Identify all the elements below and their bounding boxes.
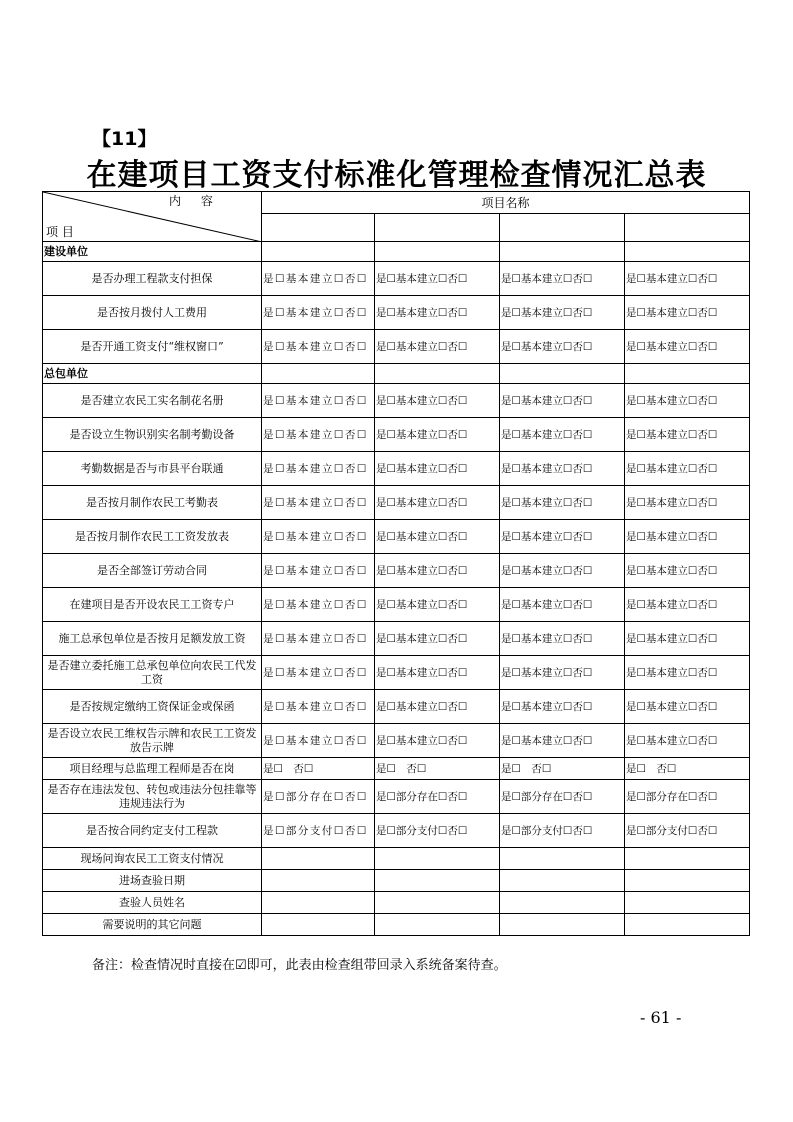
entry-cell[interactable] (262, 870, 375, 892)
section-title: 总包单位 (43, 364, 262, 384)
check-options[interactable]: 是☐基本建立☐否☐ (625, 262, 750, 296)
entry-cell[interactable] (375, 848, 500, 870)
blank-cell (500, 364, 625, 384)
check-options[interactable]: 是☐基本建立☐否☐ (375, 486, 500, 520)
check-options[interactable]: 是☐基本建立☐否☐ (625, 418, 750, 452)
row-label: 是否按合同约定支付工程款 (43, 814, 262, 848)
row-label: 进场查验日期 (43, 870, 262, 892)
check-options[interactable]: 是☐基本建立☐否☐ (625, 588, 750, 622)
entry-cell[interactable] (262, 914, 375, 936)
check-options[interactable]: 是☐基本建立☐否☐ (375, 418, 500, 452)
check-options[interactable]: 是☐基本建立☐否☐ (625, 622, 750, 656)
check-options[interactable]: 是☐基本建立☐否☐ (262, 452, 375, 486)
check-options[interactable]: 是☐基本建立☐否☐ (500, 520, 625, 554)
row-label: 考勤数据是否与市县平台联通 (43, 452, 262, 486)
check-options[interactable]: 是☐基本建立☐否☐ (625, 486, 750, 520)
blank-cell (625, 364, 750, 384)
row-label: 是否办理工程款支付担保 (43, 262, 262, 296)
entry-cell[interactable] (500, 892, 625, 914)
blank-cell (262, 364, 375, 384)
diagonal-line (43, 192, 262, 242)
entry-cell[interactable] (500, 914, 625, 936)
check-options[interactable]: 是☐部分支付☐否☐ (500, 814, 625, 848)
entry-cell[interactable] (375, 870, 500, 892)
row-label: 是否全部签订劳动合同 (43, 554, 262, 588)
check-options[interactable]: 是☐基本建立☐否☐ (500, 690, 625, 724)
table-row (43, 848, 750, 870)
table-row (43, 758, 750, 780)
check-options[interactable]: 是☐基本建立☐否☐ (262, 690, 375, 724)
check-options[interactable]: 是☐基本建立☐否☐ (262, 418, 375, 452)
header-item-label: 项 目 (46, 225, 74, 239)
check-options[interactable]: 是☐基本建立☐否☐ (625, 452, 750, 486)
check-options[interactable]: 是☐基本建立☐否☐ (262, 520, 375, 554)
check-options[interactable]: 是☐基本建立☐否☐ (500, 724, 625, 758)
check-options[interactable]: 是☐ 否☐ (500, 758, 625, 780)
table-row (43, 622, 750, 656)
check-options[interactable]: 是☐基本建立☐否☐ (375, 656, 500, 690)
check-options[interactable]: 是☐基本建立☐否☐ (262, 262, 375, 296)
project-name-cell[interactable] (262, 214, 375, 242)
row-label: 需要说明的其它问题 (43, 914, 262, 936)
check-options[interactable]: 是☐基本建立☐否☐ (375, 330, 500, 364)
check-options[interactable]: 是☐部分存在☐否☐ (625, 780, 750, 814)
check-options[interactable]: 是☐部分支付☐否☐ (262, 814, 375, 848)
check-options[interactable]: 是☐部分存在☐否☐ (262, 780, 375, 814)
check-options[interactable]: 是☐基本建立☐否☐ (375, 452, 500, 486)
check-options[interactable]: 是☐基本建立☐否☐ (262, 330, 375, 364)
row-label: 在建项目是否开设农民工工资专户 (43, 588, 262, 622)
check-options[interactable]: 是☐ 否☐ (262, 758, 375, 780)
table-row (43, 914, 750, 936)
footnote: 备注：检查情况时直接在☑即可，此表由检查组带回录入系统备案待查。 (92, 958, 507, 973)
entry-cell[interactable] (625, 914, 750, 936)
check-options[interactable]: 是☐基本建立☐否☐ (262, 486, 375, 520)
check-options[interactable]: 是☐部分存在☐否☐ (375, 780, 500, 814)
table-row (43, 330, 750, 364)
section-title: 建设单位 (43, 242, 262, 262)
entry-cell[interactable] (500, 870, 625, 892)
row-label: 是否设立生物识别实名制考勤设备 (43, 418, 262, 452)
check-options[interactable]: 是☐ 否☐ (625, 758, 750, 780)
check-options[interactable]: 是☐基本建立☐否☐ (375, 520, 500, 554)
section-row (43, 364, 750, 384)
project-name-cell[interactable] (500, 214, 625, 242)
header-diagonal-cell (43, 192, 262, 242)
check-options[interactable]: 是☐基本建立☐否☐ (500, 554, 625, 588)
entry-cell[interactable] (375, 892, 500, 914)
row-label: 是否存在违法发包、转包或违法分包挂靠等违规违法行为 (43, 780, 262, 814)
check-options[interactable]: 是☐基本建立☐否☐ (625, 724, 750, 758)
table-row (43, 418, 750, 452)
row-label: 是否按月制作农民工考勤表 (43, 486, 262, 520)
table-row (43, 384, 750, 418)
entry-cell[interactable] (625, 848, 750, 870)
check-options[interactable]: 是☐基本建立☐否☐ (375, 690, 500, 724)
check-options[interactable]: 是☐基本建立☐否☐ (500, 384, 625, 418)
table-row (43, 262, 750, 296)
row-label: 是否建立委托施工总承包单位向农民工代发工资 (43, 656, 262, 690)
check-options[interactable]: 是☐基本建立☐否☐ (500, 262, 625, 296)
check-options[interactable]: 是☐基本建立☐否☐ (375, 724, 500, 758)
blank-cell (625, 242, 750, 262)
check-options[interactable]: 是☐基本建立☐否☐ (500, 588, 625, 622)
table-row (43, 486, 750, 520)
entry-cell[interactable] (500, 848, 625, 870)
check-options[interactable]: 是☐基本建立☐否☐ (500, 330, 625, 364)
table-row (43, 554, 750, 588)
entry-cell[interactable] (262, 892, 375, 914)
table-row (43, 892, 750, 914)
table-row (43, 870, 750, 892)
check-options[interactable]: 是☐部分支付☐否☐ (375, 814, 500, 848)
check-options[interactable]: 是☐基本建立☐否☐ (500, 656, 625, 690)
table-row (43, 690, 750, 724)
row-label: 是否设立农民工维权告示牌和农民工工资发放告示牌 (43, 724, 262, 758)
table-row (43, 296, 750, 330)
row-label: 项目经理与总监理工程师是否在岗 (43, 758, 262, 780)
row-label: 现场问询农民工工资支付情况 (43, 848, 262, 870)
inspection-table (42, 191, 750, 936)
check-options[interactable]: 是☐基本建立☐否☐ (625, 330, 750, 364)
entry-cell[interactable] (625, 892, 750, 914)
entry-cell[interactable] (262, 848, 375, 870)
row-label: 是否按月拨付人工费用 (43, 296, 262, 330)
check-options[interactable]: 是☐部分存在☐否☐ (500, 780, 625, 814)
check-options[interactable]: 是☐基本建立☐否☐ (375, 622, 500, 656)
row-label: 查验人员姓名 (43, 892, 262, 914)
check-options[interactable]: 是☐基本建立☐否☐ (625, 384, 750, 418)
page-number: - 61 - (640, 1008, 682, 1027)
check-options[interactable]: 是☐基本建立☐否☐ (625, 554, 750, 588)
section-row (43, 242, 750, 262)
check-options[interactable]: 是☐基本建立☐否☐ (262, 296, 375, 330)
page-title: 在建项目工资支付标准化管理检查情况汇总表 (86, 158, 707, 193)
blank-cell (262, 242, 375, 262)
check-options[interactable]: 是☐基本建立☐否☐ (262, 656, 375, 690)
check-options[interactable]: 是☐基本建立☐否☐ (262, 588, 375, 622)
blank-cell (375, 242, 500, 262)
check-options[interactable]: 是☐基本建立☐否☐ (262, 384, 375, 418)
check-options[interactable]: 是☐基本建立☐否☐ (500, 418, 625, 452)
project-name-header: 项目名称 (262, 192, 750, 214)
project-name-cell[interactable] (625, 214, 750, 242)
check-options[interactable]: 是☐基本建立☐否☐ (500, 296, 625, 330)
table-row (43, 724, 750, 758)
check-options[interactable]: 是☐基本建立☐否☐ (625, 656, 750, 690)
row-label: 是否按规定缴纳工资保证金或保函 (43, 690, 262, 724)
entry-cell[interactable] (625, 870, 750, 892)
header-content-label: 内 容 (169, 194, 221, 208)
check-options[interactable]: 是☐基本建立☐否☐ (375, 384, 500, 418)
blank-cell (375, 364, 500, 384)
row-label: 是否开通工资支付“维权窗口” (43, 330, 262, 364)
check-options[interactable]: 是☐基本建立☐否☐ (625, 296, 750, 330)
table-row (43, 452, 750, 486)
row-label: 施工总承包单位是否按月足额发放工资 (43, 622, 262, 656)
check-options[interactable]: 是☐基本建立☐否☐ (500, 486, 625, 520)
blank-cell (500, 242, 625, 262)
table-row (43, 588, 750, 622)
check-options[interactable]: 是☐ 否☐ (375, 758, 500, 780)
project-name-cell[interactable] (375, 214, 500, 242)
table-row (43, 656, 750, 690)
check-options[interactable]: 是☐基本建立☐否☐ (375, 262, 500, 296)
check-options[interactable]: 是☐基本建立☐否☐ (375, 588, 500, 622)
check-options[interactable]: 是☐基本建立☐否☐ (625, 690, 750, 724)
check-options[interactable]: 是☐基本建立☐否☐ (262, 622, 375, 656)
check-options[interactable]: 是☐基本建立☐否☐ (625, 520, 750, 554)
entry-cell[interactable] (375, 914, 500, 936)
row-label: 是否按月制作农民工工资发放表 (43, 520, 262, 554)
check-options[interactable]: 是☐基本建立☐否☐ (500, 622, 625, 656)
check-options[interactable]: 是☐基本建立☐否☐ (375, 554, 500, 588)
check-options[interactable]: 是☐基本建立☐否☐ (262, 554, 375, 588)
table-row (43, 520, 750, 554)
table-row (43, 780, 750, 814)
check-options[interactable]: 是☐部分支付☐否☐ (625, 814, 750, 848)
check-options[interactable]: 是☐基本建立☐否☐ (375, 296, 500, 330)
check-options[interactable]: 是☐基本建立☐否☐ (262, 724, 375, 758)
table-row (43, 814, 750, 848)
row-label: 是否建立农民工实名制花名册 (43, 384, 262, 418)
check-options[interactable]: 是☐基本建立☐否☐ (500, 452, 625, 486)
document-number: 【11】 (92, 128, 157, 150)
